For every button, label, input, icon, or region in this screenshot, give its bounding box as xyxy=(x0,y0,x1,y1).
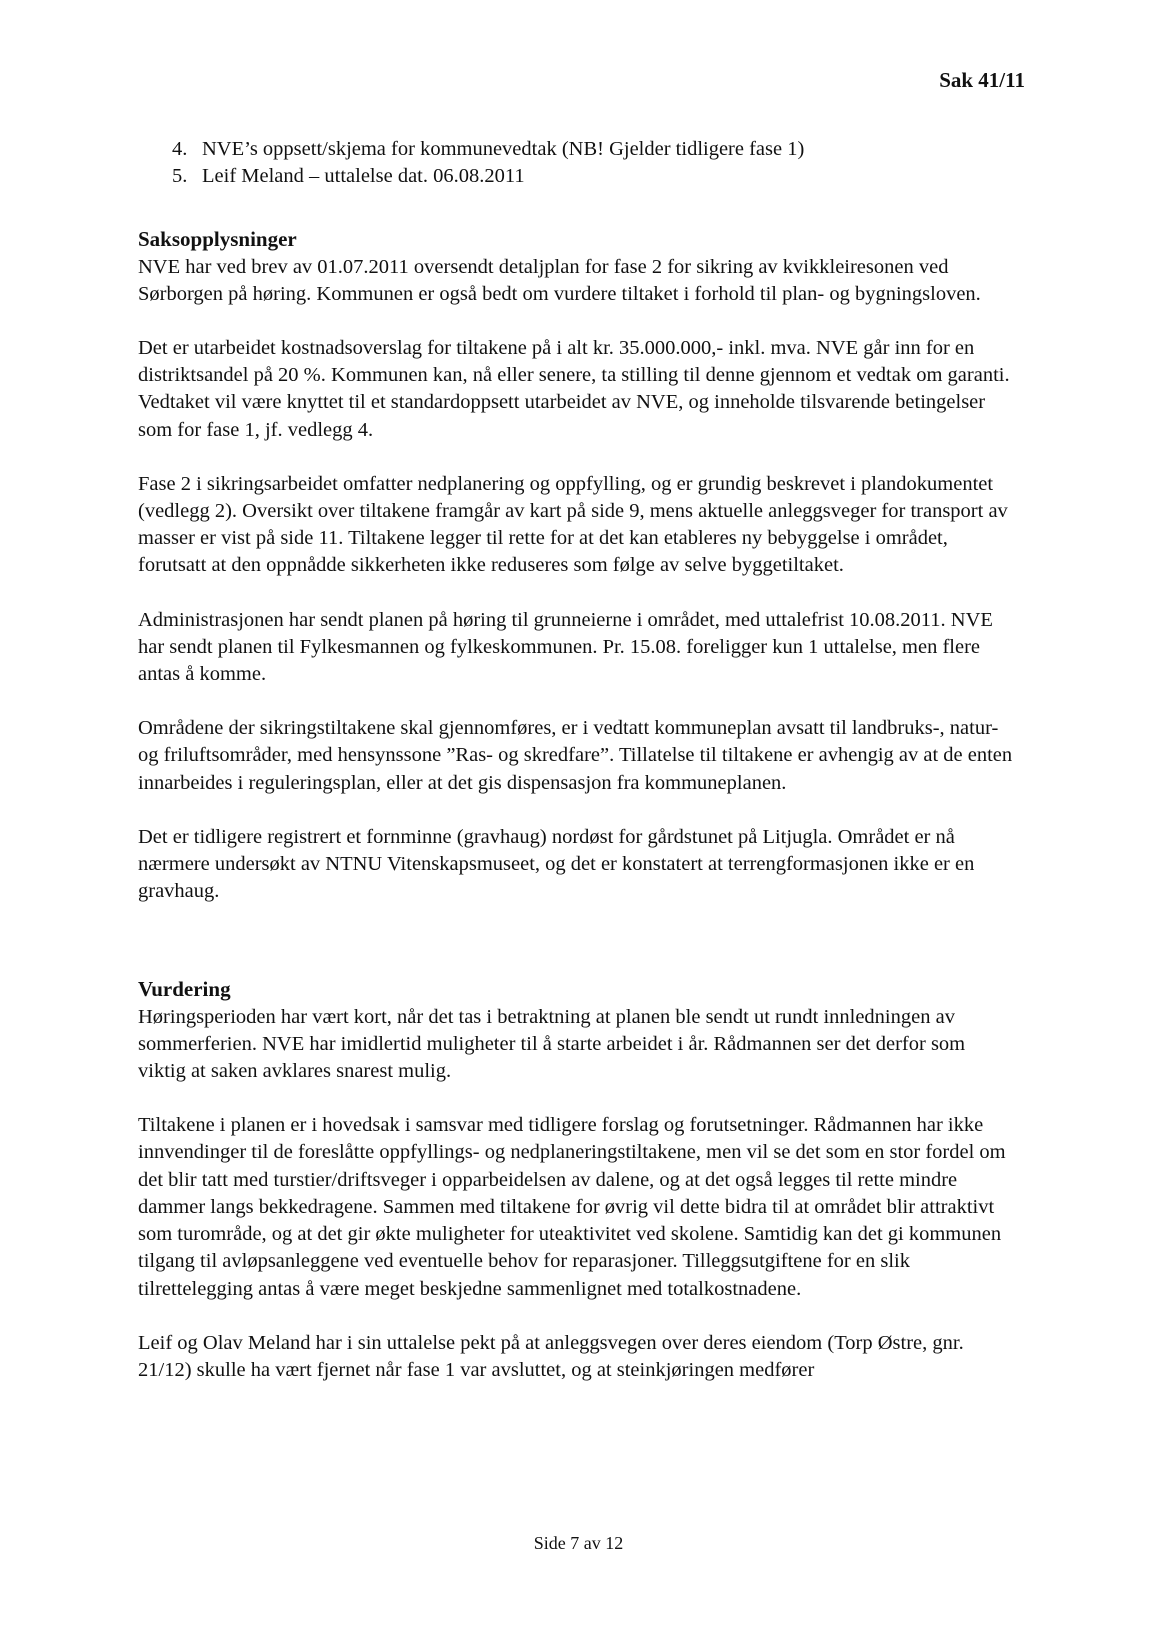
paragraph: Områdene der sikringstiltakene skal gjennomføres, er i vedtatt kommuneplan avsatt til landbruks-, natur- og friluftsområder, med hensynssone ”Ras- og skredfare”. Tillatelse til tiltakene er avhengig av at de enten innarbeides i reguleringsplan, eller at det gis dispensasjon fra kommuneplanen. xyxy=(138,717,1013,794)
list-item xyxy=(138,163,1018,190)
section-vurdering xyxy=(138,976,1018,1384)
paragraph: Fase 2 i sikringsarbeidet omfatter nedplanering og oppfylling, og er grundig beskrevet i plandokumentet (vedlegg 2). Oversikt over tiltakene framgår av kart på side 9, mens aktuelle anleggsveger for transport av masser er vist på side 11. Tiltakene legger til rette for at det kan etableres ny bebyggelse i området, forutsatt at den oppnådde sikkerheten ikke reduseres som følge av selve byggetiltaket. xyxy=(138,472,1008,577)
section-heading: Vurdering xyxy=(138,977,231,1002)
paragraph: NVE har ved brev av 01.07.2011 oversendt detaljplan for fase 2 for sikring av kvikkleiresonen ved Sørborgen på høring. Kommunen er også bedt om vurdere tiltaket i forhold til plan- og bygningsloven. xyxy=(138,255,981,305)
page-number: Side 7 av 12 xyxy=(533,1533,624,1553)
paragraph: Det er tidligere registrert et fornminne (gravhaug) nordøst for gårdstunet på Litjugla. Området er nå nærmere undersøkt av NTNU Vitenskapsmuseet, og det er konstatert at terrengformasjonen ikke er en gravhaug. xyxy=(138,825,975,903)
list-item xyxy=(138,136,1018,163)
case-reference: Sak 41/11 xyxy=(939,68,1025,92)
paragraph: Tiltakene i planen er i hovedsak i samsvar med tidligere forslag og forutsetninger. Rådmannen har ikke innvendinger til de foreslåtte oppfyllings- og nedplaneringstiltakene, men vil se det som en stor fordel om det blir tatt med turstier/driftsveger i opparbeidelsen av dalene, og at det også legges til rette mindre dammer langs bekkedragene. Sammen med tiltakene for øvrig vil dette bidra til at området blir attraktivt som turområde, og at det gir økte muligheter for uteaktivitet ved skolene. Samtidig kan det gi kommunen tilgang til avløpsanleggene ved eventuelle behov for reparasjoner. Tilleggsutgiftene for en slik tilrettelegging antas å være meget beskjedne sammenlignet med totalkostnadene. xyxy=(138,1114,1006,1300)
list-item-number: 5. xyxy=(172,165,188,188)
section-spacer xyxy=(138,932,1018,976)
list-item-text: NVE’s oppsett/skjema for kommunevedtak (NB! Gjelder tidligere fase 1) xyxy=(202,138,805,160)
attachment-list xyxy=(138,136,1018,190)
document-body xyxy=(138,136,1018,1411)
list-item-number: 4. xyxy=(172,138,188,160)
section-saksopplysninger xyxy=(138,226,1018,905)
section-heading: Saksopplysninger xyxy=(138,227,297,252)
paragraph: Det er utarbeidet kostnadsoverslag for tiltakene på i alt kr. 35.000.000,- inkl. mva. NVE går inn for en distriktsandel på 20 %. Kommunen kan, nå eller senere, ta stilling til denne gjennom et vedtak om garanti. Vedtaket vil være knyttet til et standardoppsett utarbeidet av NVE, og inneholde tilsvarende betingelser som for fase 1, jf. vedlegg 4. xyxy=(138,337,1010,441)
paragraph: Leif og Olav Meland har i sin uttalelse pekt på at anleggsvegen over deres eiendom (Torp Østre, gnr. 21/12) skulle ha vært fjernet når fase 1 var avsluttet, og at steinkjøringen medfører xyxy=(138,1331,964,1381)
paragraph: Høringsperioden har vært kort, når det tas i betraktning at planen ble sendt ut rundt innledningen av sommerferien. NVE har imidlertid muligheter til å starte arbeidet i år. Rådmannen ser det derfor som viktig at saken avklares snarest mulig. xyxy=(138,1005,966,1083)
list-item-text: Leif Meland – uttalelse dat. 06.08.2011 xyxy=(202,165,525,188)
paragraph: Administrasjonen har sendt planen på høring til grunneierne i området, med uttalefrist 10.08.2011. NVE har sendt planen til Fylkesmannen og fylkeskommunen. Pr. 15.08. foreligger kun 1 uttalelse, men flere antas å komme. xyxy=(138,608,993,686)
